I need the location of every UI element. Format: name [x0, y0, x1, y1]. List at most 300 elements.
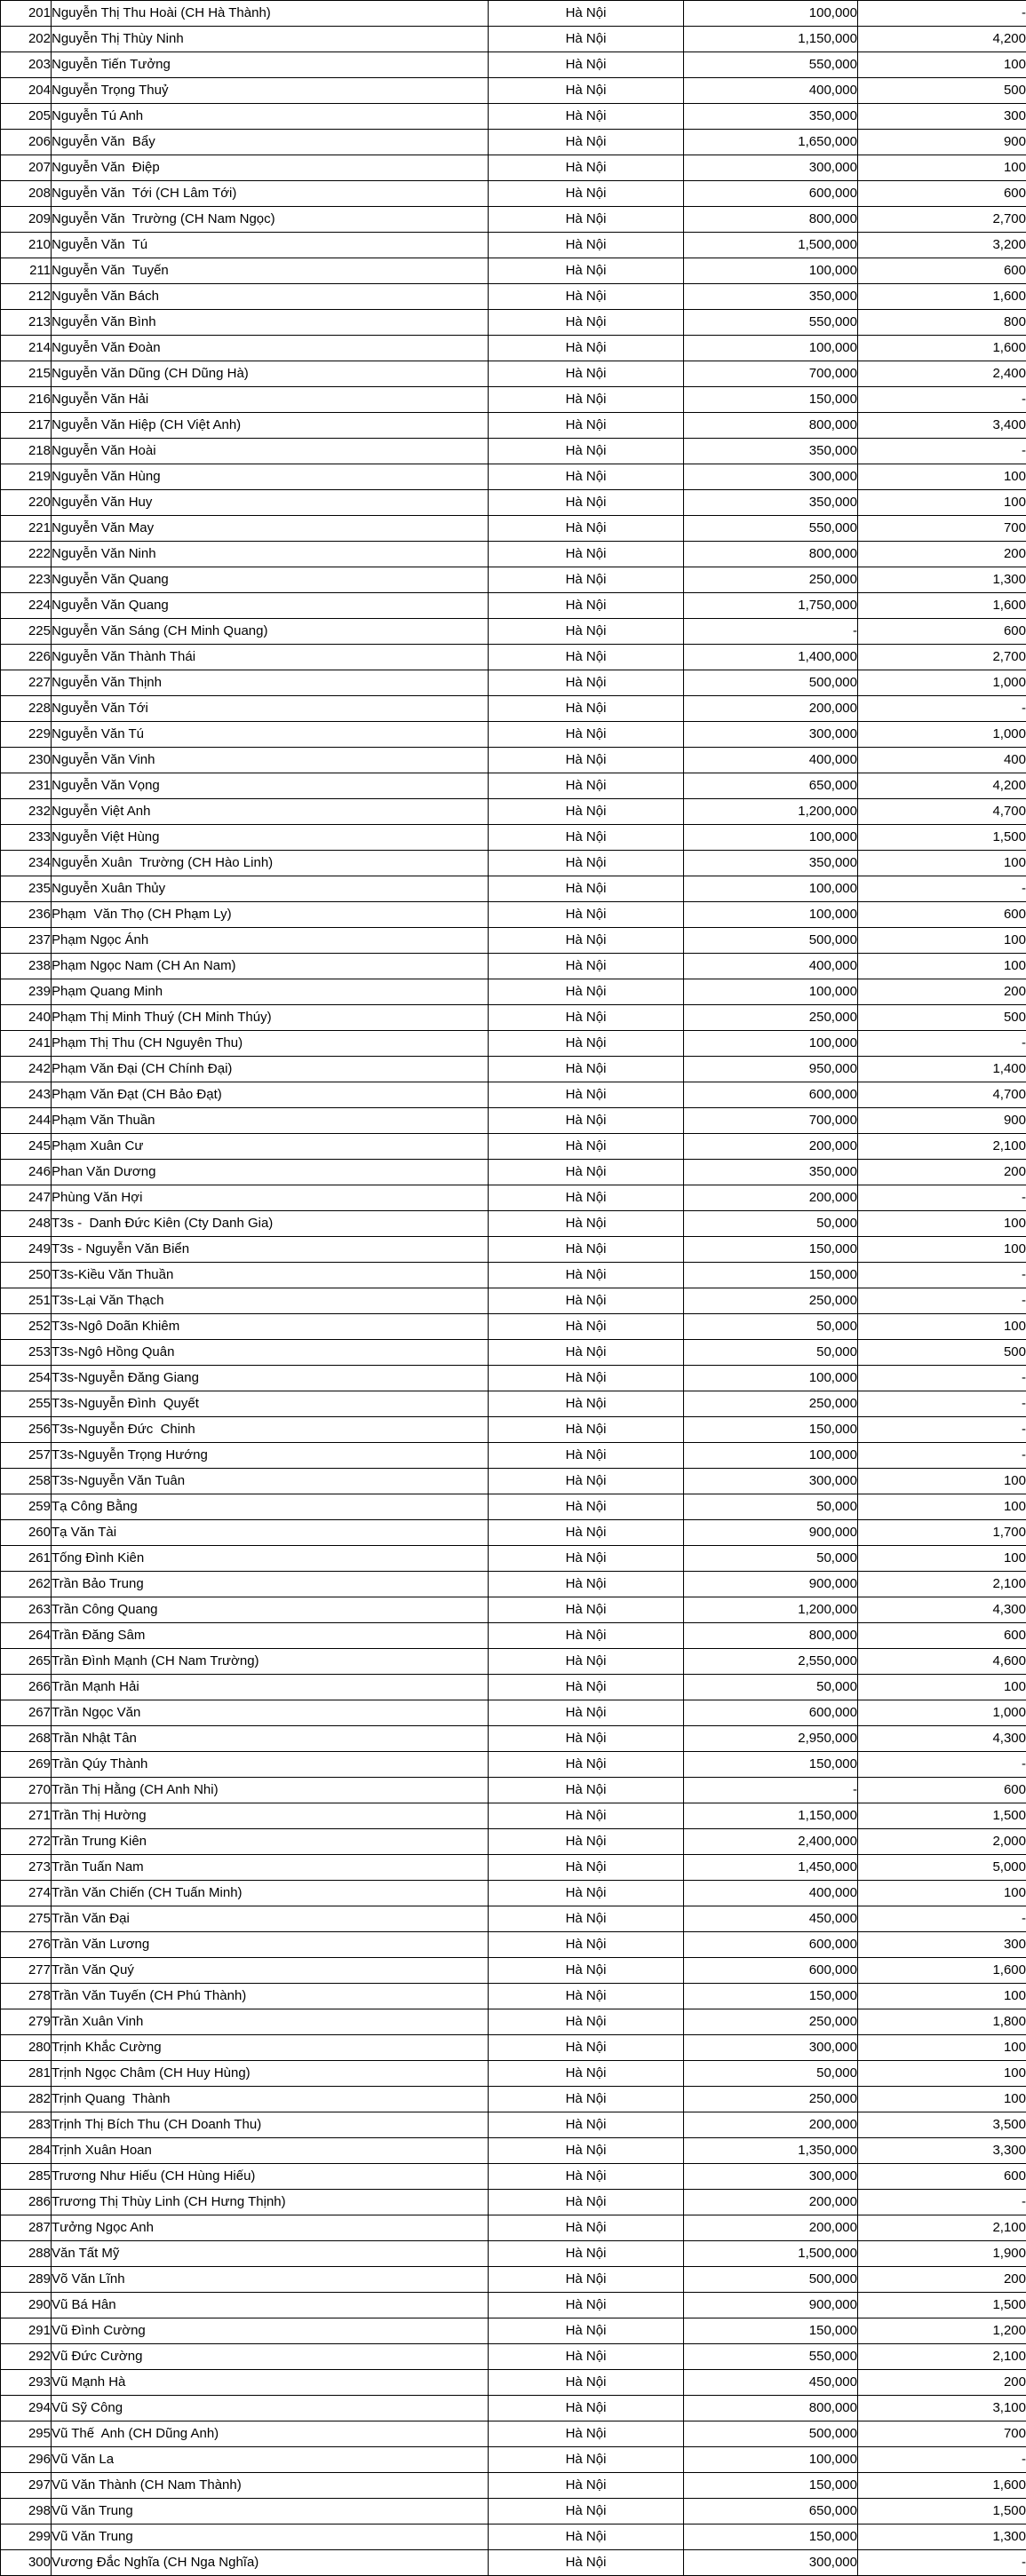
row-number-cell[interactable]: 238 — [1, 954, 52, 979]
customer-name-cell[interactable]: Trương Như Hiếu (CH Hùng Hiếu) — [52, 2164, 489, 2190]
row-number-cell[interactable]: 283 — [1, 2112, 52, 2138]
quantity-cell[interactable]: 1,000 — [858, 670, 1026, 696]
quantity-cell[interactable]: 5,000 — [858, 1855, 1026, 1881]
customer-name-cell[interactable]: T3s-Ngô Doãn Khiêm — [52, 1314, 489, 1340]
row-number-cell[interactable]: 290 — [1, 2293, 52, 2318]
amount-cell[interactable]: 250,000 — [684, 567, 858, 593]
customer-name-cell[interactable]: T3s - Nguyễn Văn Biển — [52, 1237, 489, 1263]
city-cell[interactable]: Hà Nội — [489, 2035, 684, 2061]
customer-name-cell[interactable]: Tưởng Ngọc Anh — [52, 2215, 489, 2241]
quantity-cell[interactable]: 800 — [858, 310, 1026, 336]
row-number-cell[interactable]: 212 — [1, 284, 52, 310]
row-number-cell[interactable]: 289 — [1, 2267, 52, 2293]
city-cell[interactable]: Hà Nội — [489, 2370, 684, 2396]
amount-cell[interactable]: 100,000 — [684, 902, 858, 928]
city-cell[interactable]: Hà Nội — [489, 567, 684, 593]
customer-name-cell[interactable]: T3s-Nguyễn Đình Quyết — [52, 1391, 489, 1417]
city-cell[interactable]: Hà Nội — [489, 1469, 684, 1494]
customer-name-cell[interactable]: Nguyễn Văn Thành Thái — [52, 645, 489, 670]
amount-cell[interactable]: 600,000 — [684, 181, 858, 207]
row-number-cell[interactable]: 219 — [1, 464, 52, 490]
customer-name-cell[interactable]: Nguyễn Văn Vinh — [52, 748, 489, 773]
quantity-cell[interactable]: - — [858, 1417, 1026, 1443]
quantity-cell[interactable]: 600 — [858, 2164, 1026, 2190]
row-number-cell[interactable]: 267 — [1, 1700, 52, 1726]
amount-cell[interactable]: 150,000 — [684, 2524, 858, 2550]
row-number-cell[interactable]: 210 — [1, 233, 52, 258]
city-cell[interactable]: Hà Nội — [489, 78, 684, 104]
customer-name-cell[interactable]: Vũ Đình Cường — [52, 2318, 489, 2344]
customer-name-cell[interactable]: Nguyễn Văn Đoàn — [52, 336, 489, 361]
row-number-cell[interactable]: 220 — [1, 490, 52, 516]
amount-cell[interactable]: 200,000 — [684, 1185, 858, 1211]
row-number-cell[interactable]: 299 — [1, 2524, 52, 2550]
customer-name-cell[interactable]: Trần Văn Lương — [52, 1932, 489, 1958]
row-number-cell[interactable]: 294 — [1, 2396, 52, 2421]
quantity-cell[interactable]: - — [858, 1366, 1026, 1391]
amount-cell[interactable]: 150,000 — [684, 1752, 858, 1778]
quantity-cell[interactable]: - — [858, 696, 1026, 722]
city-cell[interactable]: Hà Nội — [489, 1675, 684, 1700]
amount-cell[interactable]: 600,000 — [684, 1700, 858, 1726]
row-number-cell[interactable]: 239 — [1, 979, 52, 1005]
row-number-cell[interactable]: 235 — [1, 876, 52, 902]
amount-cell[interactable]: 150,000 — [684, 1237, 858, 1263]
city-cell[interactable]: Hà Nội — [489, 104, 684, 130]
amount-cell[interactable]: 550,000 — [684, 2344, 858, 2370]
city-cell[interactable]: Hà Nội — [489, 233, 684, 258]
quantity-cell[interactable]: - — [858, 876, 1026, 902]
customer-name-cell[interactable]: Nguyễn Văn Tuyến — [52, 258, 489, 284]
row-number-cell[interactable]: 279 — [1, 2009, 52, 2035]
city-cell[interactable]: Hà Nội — [489, 902, 684, 928]
quantity-cell[interactable]: 1,400 — [858, 1057, 1026, 1082]
row-number-cell[interactable]: 221 — [1, 516, 52, 542]
quantity-cell[interactable]: 1,600 — [858, 284, 1026, 310]
row-number-cell[interactable]: 248 — [1, 1211, 52, 1237]
row-number-cell[interactable]: 242 — [1, 1057, 52, 1082]
city-cell[interactable]: Hà Nội — [489, 979, 684, 1005]
city-cell[interactable]: Hà Nội — [489, 1726, 684, 1752]
quantity-cell[interactable]: 300 — [858, 1932, 1026, 1958]
row-number-cell[interactable]: 269 — [1, 1752, 52, 1778]
row-number-cell[interactable]: 236 — [1, 902, 52, 928]
customer-name-cell[interactable]: T3s-Kiều Văn Thuần — [52, 1263, 489, 1288]
amount-cell[interactable]: 150,000 — [684, 1263, 858, 1288]
customer-name-cell[interactable]: Nguyễn Tú Anh — [52, 104, 489, 130]
city-cell[interactable]: Hà Nội — [489, 258, 684, 284]
customer-name-cell[interactable]: Trịnh Xuân Hoan — [52, 2138, 489, 2164]
customer-name-cell[interactable]: Phạm Văn Đại (CH Chính Đại) — [52, 1057, 489, 1082]
quantity-cell[interactable]: 500 — [858, 1340, 1026, 1366]
row-number-cell[interactable]: 266 — [1, 1675, 52, 1700]
amount-cell[interactable]: 250,000 — [684, 1391, 858, 1417]
city-cell[interactable]: Hà Nội — [489, 1443, 684, 1469]
row-number-cell[interactable]: 217 — [1, 413, 52, 439]
customer-name-cell[interactable]: Trần Văn Đại — [52, 1906, 489, 1932]
customer-name-cell[interactable]: Trương Thị Thùy Linh (CH Hưng Thịnh) — [52, 2190, 489, 2215]
amount-cell[interactable]: 1,200,000 — [684, 1597, 858, 1623]
customer-name-cell[interactable]: Vũ Sỹ Công — [52, 2396, 489, 2421]
quantity-cell[interactable]: 200 — [858, 542, 1026, 567]
amount-cell[interactable]: 2,400,000 — [684, 1829, 858, 1855]
quantity-cell[interactable]: 200 — [858, 2370, 1026, 2396]
row-number-cell[interactable]: 249 — [1, 1237, 52, 1263]
customer-name-cell[interactable]: Nguyễn Văn Dũng (CH Dũng Hà) — [52, 361, 489, 387]
amount-cell[interactable]: 300,000 — [684, 1469, 858, 1494]
amount-cell[interactable]: 1,350,000 — [684, 2138, 858, 2164]
customer-name-cell[interactable]: Nguyễn Văn Tới (CH Lâm Tới) — [52, 181, 489, 207]
row-number-cell[interactable]: 251 — [1, 1288, 52, 1314]
row-number-cell[interactable]: 254 — [1, 1366, 52, 1391]
quantity-cell[interactable]: 100 — [858, 1984, 1026, 2009]
row-number-cell[interactable]: 280 — [1, 2035, 52, 2061]
quantity-cell[interactable]: 1,600 — [858, 2473, 1026, 2499]
amount-cell[interactable]: 100,000 — [684, 1443, 858, 1469]
customer-name-cell[interactable]: Nguyễn Việt Anh — [52, 799, 489, 825]
quantity-cell[interactable]: 100 — [858, 1546, 1026, 1572]
city-cell[interactable]: Hà Nội — [489, 1829, 684, 1855]
quantity-cell[interactable]: - — [858, 1185, 1026, 1211]
quantity-cell[interactable]: 100 — [858, 2087, 1026, 2112]
city-cell[interactable]: Hà Nội — [489, 1494, 684, 1520]
quantity-cell[interactable]: 400 — [858, 748, 1026, 773]
amount-cell[interactable]: 600,000 — [684, 1082, 858, 1108]
city-cell[interactable]: Hà Nội — [489, 2293, 684, 2318]
customer-name-cell[interactable]: Trần Qúy Thành — [52, 1752, 489, 1778]
city-cell[interactable]: Hà Nội — [489, 2138, 684, 2164]
city-cell[interactable]: Hà Nội — [489, 1031, 684, 1057]
row-number-cell[interactable]: 207 — [1, 155, 52, 181]
city-cell[interactable]: Hà Nội — [489, 1160, 684, 1185]
amount-cell[interactable]: 800,000 — [684, 542, 858, 567]
amount-cell[interactable]: 550,000 — [684, 310, 858, 336]
row-number-cell[interactable]: 245 — [1, 1134, 52, 1160]
quantity-cell[interactable]: 2,000 — [858, 1829, 1026, 1855]
row-number-cell[interactable]: 208 — [1, 181, 52, 207]
amount-cell[interactable]: 100,000 — [684, 1, 858, 27]
city-cell[interactable]: Hà Nội — [489, 1906, 684, 1932]
amount-cell[interactable]: 900,000 — [684, 2293, 858, 2318]
customer-name-cell[interactable]: Nguyễn Văn Huy — [52, 490, 489, 516]
amount-cell[interactable]: 300,000 — [684, 155, 858, 181]
city-cell[interactable]: Hà Nội — [489, 2318, 684, 2344]
customer-name-cell[interactable]: Trần Bảo Trung — [52, 1572, 489, 1597]
amount-cell[interactable]: - — [684, 619, 858, 645]
city-cell[interactable]: Hà Nội — [489, 1881, 684, 1906]
row-number-cell[interactable]: 230 — [1, 748, 52, 773]
customer-name-cell[interactable]: Phạm Xuân Cư — [52, 1134, 489, 1160]
customer-name-cell[interactable]: Nguyễn Văn Quang — [52, 567, 489, 593]
quantity-cell[interactable]: 100 — [858, 1237, 1026, 1263]
quantity-cell[interactable]: 100 — [858, 52, 1026, 78]
amount-cell[interactable]: 350,000 — [684, 1160, 858, 1185]
customer-name-cell[interactable]: T3s-Nguyễn Đăng Giang — [52, 1366, 489, 1391]
quantity-cell[interactable]: 100 — [858, 2035, 1026, 2061]
row-number-cell[interactable]: 300 — [1, 2550, 52, 2576]
row-number-cell[interactable]: 222 — [1, 542, 52, 567]
quantity-cell[interactable]: 4,200 — [858, 773, 1026, 799]
row-number-cell[interactable]: 295 — [1, 2421, 52, 2447]
customer-name-cell[interactable]: Phạm Thị Thu (CH Nguyên Thu) — [52, 1031, 489, 1057]
city-cell[interactable]: Hà Nội — [489, 2499, 684, 2524]
customer-name-cell[interactable]: Tạ Văn Tài — [52, 1520, 489, 1546]
amount-cell[interactable]: 350,000 — [684, 851, 858, 876]
amount-cell[interactable]: 350,000 — [684, 104, 858, 130]
customer-name-cell[interactable]: Trần Văn Chiến (CH Tuấn Minh) — [52, 1881, 489, 1906]
city-cell[interactable]: Hà Nội — [489, 799, 684, 825]
city-cell[interactable]: Hà Nội — [489, 851, 684, 876]
customer-name-cell[interactable]: Vũ Văn La — [52, 2447, 489, 2473]
amount-cell[interactable]: 50,000 — [684, 1314, 858, 1340]
customer-name-cell[interactable]: Võ Văn Lĩnh — [52, 2267, 489, 2293]
quantity-cell[interactable]: 100 — [858, 1881, 1026, 1906]
quantity-cell[interactable]: 100 — [858, 1469, 1026, 1494]
row-number-cell[interactable]: 278 — [1, 1984, 52, 2009]
quantity-cell[interactable]: 3,100 — [858, 2396, 1026, 2421]
quantity-cell[interactable]: 100 — [858, 155, 1026, 181]
customer-name-cell[interactable]: Nguyễn Văn Điệp — [52, 155, 489, 181]
customer-name-cell[interactable]: Văn Tất Mỹ — [52, 2241, 489, 2267]
row-number-cell[interactable]: 209 — [1, 207, 52, 233]
amount-cell[interactable]: 700,000 — [684, 361, 858, 387]
amount-cell[interactable]: 800,000 — [684, 1623, 858, 1649]
customer-name-cell[interactable]: Nguyễn Xuân Trường (CH Hào Linh) — [52, 851, 489, 876]
amount-cell[interactable]: 1,150,000 — [684, 1803, 858, 1829]
amount-cell[interactable]: 600,000 — [684, 1958, 858, 1984]
row-number-cell[interactable]: 291 — [1, 2318, 52, 2344]
city-cell[interactable]: Hà Nội — [489, 670, 684, 696]
city-cell[interactable]: Hà Nội — [489, 1263, 684, 1288]
quantity-cell[interactable]: 600 — [858, 258, 1026, 284]
amount-cell[interactable]: 1,500,000 — [684, 233, 858, 258]
amount-cell[interactable]: 1,750,000 — [684, 593, 858, 619]
row-number-cell[interactable]: 270 — [1, 1778, 52, 1803]
row-number-cell[interactable]: 228 — [1, 696, 52, 722]
quantity-cell[interactable]: 1,500 — [858, 2499, 1026, 2524]
row-number-cell[interactable]: 281 — [1, 2061, 52, 2087]
row-number-cell[interactable]: 260 — [1, 1520, 52, 1546]
customer-name-cell[interactable]: Nguyễn Thị Thu Hoài (CH Hà Thành) — [52, 1, 489, 27]
row-number-cell[interactable]: 276 — [1, 1932, 52, 1958]
row-number-cell[interactable]: 246 — [1, 1160, 52, 1185]
customer-name-cell[interactable]: Nguyễn Thị Thùy Ninh — [52, 27, 489, 52]
quantity-cell[interactable]: 100 — [858, 928, 1026, 954]
quantity-cell[interactable]: 2,700 — [858, 645, 1026, 670]
row-number-cell[interactable]: 252 — [1, 1314, 52, 1340]
amount-cell[interactable]: 50,000 — [684, 1494, 858, 1520]
city-cell[interactable]: Hà Nội — [489, 207, 684, 233]
customer-name-cell[interactable]: Nguyễn Văn Bách — [52, 284, 489, 310]
amount-cell[interactable]: 1,450,000 — [684, 1855, 858, 1881]
city-cell[interactable]: Hà Nội — [489, 1855, 684, 1881]
amount-cell[interactable]: 300,000 — [684, 2035, 858, 2061]
amount-cell[interactable]: 200,000 — [684, 696, 858, 722]
amount-cell[interactable]: 300,000 — [684, 722, 858, 748]
city-cell[interactable]: Hà Nội — [489, 490, 684, 516]
quantity-cell[interactable]: 500 — [858, 78, 1026, 104]
amount-cell[interactable]: 100,000 — [684, 336, 858, 361]
city-cell[interactable]: Hà Nội — [489, 1366, 684, 1391]
city-cell[interactable]: Hà Nội — [489, 1211, 684, 1237]
quantity-cell[interactable]: 700 — [858, 516, 1026, 542]
row-number-cell[interactable]: 237 — [1, 928, 52, 954]
amount-cell[interactable]: 550,000 — [684, 52, 858, 78]
row-number-cell[interactable]: 241 — [1, 1031, 52, 1057]
city-cell[interactable]: Hà Nội — [489, 2009, 684, 2035]
customer-name-cell[interactable]: Trần Thị Hường — [52, 1803, 489, 1829]
city-cell[interactable]: Hà Nội — [489, 130, 684, 155]
amount-cell[interactable]: 150,000 — [684, 1984, 858, 2009]
customer-name-cell[interactable]: T3s-Lại Văn Thạch — [52, 1288, 489, 1314]
customer-name-cell[interactable]: Phạm Thị Minh Thuý (CH Minh Thúy) — [52, 1005, 489, 1031]
amount-cell[interactable]: 200,000 — [684, 2215, 858, 2241]
customer-name-cell[interactable]: Trần Trung Kiên — [52, 1829, 489, 1855]
customer-name-cell[interactable]: Vũ Văn Trung — [52, 2499, 489, 2524]
customer-name-cell[interactable]: Vương Đắc Nghĩa (CH Nga Nghĩa) — [52, 2550, 489, 2576]
city-cell[interactable]: Hà Nội — [489, 2344, 684, 2370]
row-number-cell[interactable]: 265 — [1, 1649, 52, 1675]
customer-name-cell[interactable]: Nguyễn Văn Hiệp (CH Việt Anh) — [52, 413, 489, 439]
amount-cell[interactable]: 550,000 — [684, 516, 858, 542]
city-cell[interactable]: Hà Nội — [489, 1005, 684, 1031]
city-cell[interactable]: Hà Nội — [489, 439, 684, 464]
amount-cell[interactable]: 50,000 — [684, 1211, 858, 1237]
city-cell[interactable]: Hà Nội — [489, 361, 684, 387]
city-cell[interactable]: Hà Nội — [489, 696, 684, 722]
quantity-cell[interactable]: 1,500 — [858, 2293, 1026, 2318]
row-number-cell[interactable]: 213 — [1, 310, 52, 336]
row-number-cell[interactable]: 204 — [1, 78, 52, 104]
quantity-cell[interactable]: 100 — [858, 2061, 1026, 2087]
quantity-cell[interactable]: 300 — [858, 104, 1026, 130]
row-number-cell[interactable]: 201 — [1, 1, 52, 27]
city-cell[interactable]: Hà Nội — [489, 2396, 684, 2421]
quantity-cell[interactable]: 1,600 — [858, 336, 1026, 361]
city-cell[interactable]: Hà Nội — [489, 1623, 684, 1649]
customer-name-cell[interactable]: Trịnh Khắc Cường — [52, 2035, 489, 2061]
quantity-cell[interactable]: - — [858, 1288, 1026, 1314]
row-number-cell[interactable]: 224 — [1, 593, 52, 619]
row-number-cell[interactable]: 271 — [1, 1803, 52, 1829]
customer-name-cell[interactable]: Trần Mạnh Hải — [52, 1675, 489, 1700]
quantity-cell[interactable]: 100 — [858, 851, 1026, 876]
row-number-cell[interactable]: 259 — [1, 1494, 52, 1520]
amount-cell[interactable]: 150,000 — [684, 387, 858, 413]
customer-name-cell[interactable]: Vũ Mạnh Hà — [52, 2370, 489, 2396]
quantity-cell[interactable]: 2,100 — [858, 2215, 1026, 2241]
city-cell[interactable]: Hà Nội — [489, 542, 684, 567]
quantity-cell[interactable]: 1,000 — [858, 1700, 1026, 1726]
quantity-cell[interactable]: 600 — [858, 619, 1026, 645]
amount-cell[interactable]: 1,650,000 — [684, 130, 858, 155]
quantity-cell[interactable]: - — [858, 439, 1026, 464]
quantity-cell[interactable]: 3,500 — [858, 2112, 1026, 2138]
row-number-cell[interactable]: 288 — [1, 2241, 52, 2267]
customer-name-cell[interactable]: Nguyễn Văn May — [52, 516, 489, 542]
quantity-cell[interactable]: 3,200 — [858, 233, 1026, 258]
customer-name-cell[interactable]: Phạm Văn Đạt (CH Bảo Đạt) — [52, 1082, 489, 1108]
amount-cell[interactable]: 100,000 — [684, 825, 858, 851]
quantity-cell[interactable]: 100 — [858, 954, 1026, 979]
quantity-cell[interactable]: 1,900 — [858, 2241, 1026, 2267]
customer-name-cell[interactable]: Nguyễn Văn Thịnh — [52, 670, 489, 696]
row-number-cell[interactable]: 234 — [1, 851, 52, 876]
city-cell[interactable]: Hà Nội — [489, 2164, 684, 2190]
city-cell[interactable]: Hà Nội — [489, 2524, 684, 2550]
quantity-cell[interactable]: 3,400 — [858, 413, 1026, 439]
quantity-cell[interactable]: - — [858, 1443, 1026, 1469]
quantity-cell[interactable]: - — [858, 1752, 1026, 1778]
quantity-cell[interactable]: 1,800 — [858, 2009, 1026, 2035]
customer-name-cell[interactable]: Vũ Văn Trung — [52, 2524, 489, 2550]
row-number-cell[interactable]: 231 — [1, 773, 52, 799]
quantity-cell[interactable]: 500 — [858, 1005, 1026, 1031]
row-number-cell[interactable]: 264 — [1, 1623, 52, 1649]
row-number-cell[interactable]: 285 — [1, 2164, 52, 2190]
amount-cell[interactable]: 650,000 — [684, 2499, 858, 2524]
quantity-cell[interactable]: 100 — [858, 464, 1026, 490]
amount-cell[interactable]: 250,000 — [684, 1288, 858, 1314]
row-number-cell[interactable]: 268 — [1, 1726, 52, 1752]
city-cell[interactable]: Hà Nội — [489, 464, 684, 490]
customer-name-cell[interactable]: Nguyễn Văn Hùng — [52, 464, 489, 490]
quantity-cell[interactable]: 100 — [858, 1314, 1026, 1340]
amount-cell[interactable]: 50,000 — [684, 1675, 858, 1700]
row-number-cell[interactable]: 205 — [1, 104, 52, 130]
customer-name-cell[interactable]: Trịnh Quang Thành — [52, 2087, 489, 2112]
amount-cell[interactable]: 100,000 — [684, 2447, 858, 2473]
customer-name-cell[interactable]: Vũ Văn Thành (CH Nam Thành) — [52, 2473, 489, 2499]
city-cell[interactable]: Hà Nội — [489, 1185, 684, 1211]
customer-name-cell[interactable]: Phạm Văn Thọ (CH Phạm Ly) — [52, 902, 489, 928]
row-number-cell[interactable]: 226 — [1, 645, 52, 670]
quantity-cell[interactable]: 4,300 — [858, 1726, 1026, 1752]
quantity-cell[interactable]: 900 — [858, 1108, 1026, 1134]
city-cell[interactable]: Hà Nội — [489, 1958, 684, 1984]
city-cell[interactable]: Hà Nội — [489, 1391, 684, 1417]
row-number-cell[interactable]: 223 — [1, 567, 52, 593]
city-cell[interactable]: Hà Nội — [489, 1082, 684, 1108]
city-cell[interactable]: Hà Nội — [489, 1134, 684, 1160]
city-cell[interactable]: Hà Nội — [489, 593, 684, 619]
city-cell[interactable]: Hà Nội — [489, 1803, 684, 1829]
customer-name-cell[interactable]: Trần Đình Mạnh (CH Nam Trường) — [52, 1649, 489, 1675]
city-cell[interactable]: Hà Nội — [489, 1778, 684, 1803]
quantity-cell[interactable]: 600 — [858, 1778, 1026, 1803]
amount-cell[interactable]: 400,000 — [684, 954, 858, 979]
city-cell[interactable]: Hà Nội — [489, 619, 684, 645]
row-number-cell[interactable]: 261 — [1, 1546, 52, 1572]
customer-name-cell[interactable]: Nguyễn Việt Hùng — [52, 825, 489, 851]
amount-cell[interactable]: 250,000 — [684, 2087, 858, 2112]
row-number-cell[interactable]: 240 — [1, 1005, 52, 1031]
row-number-cell[interactable]: 244 — [1, 1108, 52, 1134]
row-number-cell[interactable]: 216 — [1, 387, 52, 413]
city-cell[interactable]: Hà Nội — [489, 773, 684, 799]
amount-cell[interactable]: 100,000 — [684, 1031, 858, 1057]
quantity-cell[interactable]: 2,400 — [858, 361, 1026, 387]
customer-name-cell[interactable]: Trần Xuân Vinh — [52, 2009, 489, 2035]
customer-name-cell[interactable]: Trần Thị Hằng (CH Anh Nhi) — [52, 1778, 489, 1803]
row-number-cell[interactable]: 256 — [1, 1417, 52, 1443]
quantity-cell[interactable]: 2,100 — [858, 2344, 1026, 2370]
customer-name-cell[interactable]: Nguyễn Tiến Tưởng — [52, 52, 489, 78]
amount-cell[interactable]: 800,000 — [684, 413, 858, 439]
city-cell[interactable]: Hà Nội — [489, 1597, 684, 1623]
quantity-cell[interactable]: - — [858, 1263, 1026, 1288]
amount-cell[interactable]: 100,000 — [684, 1366, 858, 1391]
